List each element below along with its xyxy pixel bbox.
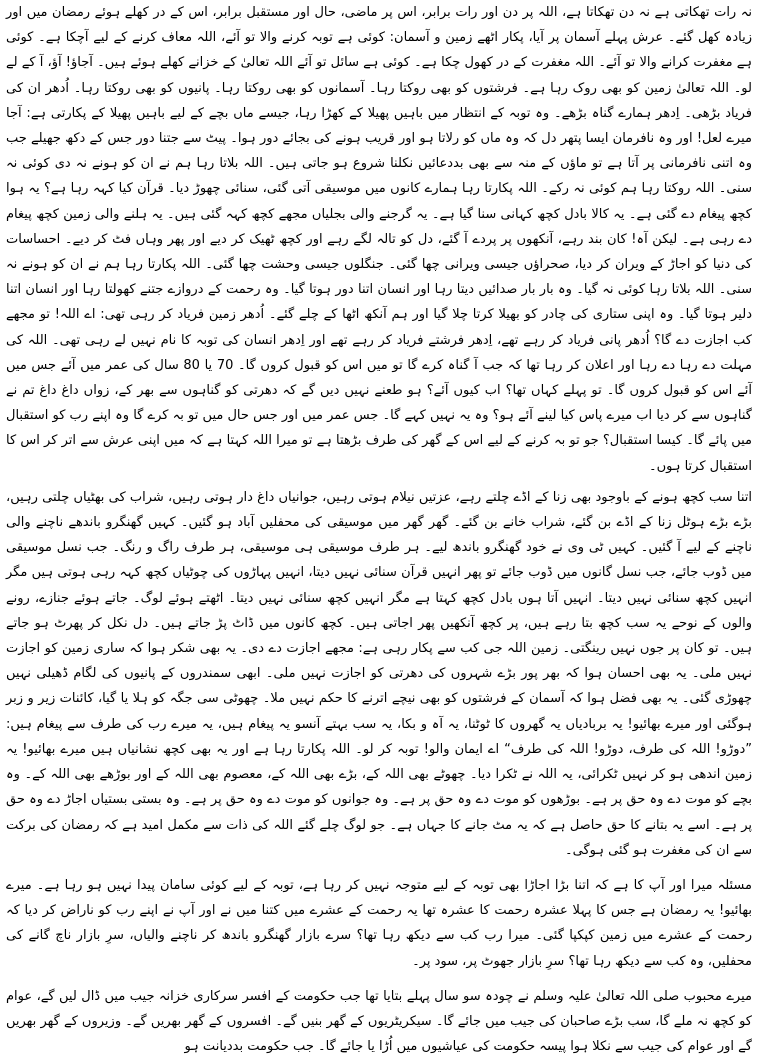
text-line: اے اللہ! تو مجھے کب اجازت دے گا؟ اُدھر پانی فریاد کر رہے تھے، اِدھر فرشتے فریاد کر رہے تھے اور اِدھر انسان کی توبہ کا نام نہیں لے رہی تھی۔ اللہ کی مہلت دے رہا دے رہا اور اعلان کر رہا تھا کہ bbox=[6, 307, 753, 373]
text-line: احساسات کی دنیا کو اجاڑ کے ویران کر دیا، صحراؤں جیسی ویرانی چھا گئی۔ جنگلوں جیسی وحشت چھا گئی۔ اللہ پکارتا رہا ہم نے ان کو ہونے نہ سنی۔ اللہ بلاتا رہا کوئی نہ گیا۔ وہ بار بار صدائیں دیتا رہا اور bbox=[6, 231, 752, 298]
text-line: رنگ۔ جب نسل موسیقی میں ڈوب جائے، جب نسل گانوں میں ڈوب جائے تو پھر انہیں قرآن سنائی نہیں دیتا، انہیں پہاڑوں کی چوٹیاں کچھ کہہ رہی ہوتی ہیں مگر انہیں کچھ سنائی نہیں دیتا۔ انہیں آتا bbox=[6, 540, 752, 606]
text-line: جب آ گناہ کرے گا تو میں اس کو قبول کروں گا۔ 70 یا 80 سال کی عمر میں آئے جس میں آئے اس کو قبول کروں گا۔ تو پہلے کہاں تھا؟ اب کیوں آئے؟ ہو طعنے نہیں دیں گے کہ دھرتی کو گناہوں سے بھر کے، زواں bbox=[6, 357, 752, 399]
text-line: کوئی نہ رکے۔ اللہ پکارتا رہا ہمارے کانوں میں موسیقی آتی گئی، سنائی چھوڑ دیا۔ قرآن کیا کہہ رہا ہے؟ یہ ہوا کچھ پیغام دے گئی ہے۔ یہ کالا بادل کچھ کہانی سنا گیا ہے۔ یہ bbox=[6, 181, 752, 222]
paragraph-4 bbox=[6, 984, 752, 1059]
text-line: شراب خانے بن گئے۔ گھر گھر میں موسیقی کی محفلیں آباد ہو گئیں۔ کہیں گھنگرو باندھے ناچنے والی ناچنے کے لیے آ گئیں۔ کہیں ٹی وی نے خود گھنگرو باندھ لیے۔ ہر طرف موسیقی ہی موسیقی، ہر طرف راگ و bbox=[6, 515, 752, 556]
paragraph-1 bbox=[6, 0, 752, 479]
text-line: مسئلہ میرا اور آپ کا ہے کہ اتنا بڑا اجاڑا بھی توبہ کے لیے متوجہ نہیں کر رہا ہے، توبہ کے لیے کوئی سامان پیدا نہیں ہو رہا ہے۔ میرے بھائیو! یہ رمضان ہے جس کا پہلا عشرہ رحمت کا عشرہ تھا یہ رحمت کے bbox=[6, 877, 752, 919]
text-line: گا۔ سیکریٹریوں کے گھر بنیں گے۔ افسروں کے گھر بھریں گے۔ وزیروں کے گھر بھریں گے اور عوام کی جیب سے نکلا ہوا پیسہ حکومت کی عیاشیوں میں اُڑا یا جائے گا۔ جب حکومت بددیانت ہو bbox=[6, 1013, 752, 1055]
text-line: کے فرشتوں کو بھی نیچے اترنے کا حکم نہیں ملا۔ چھوٹی سی جگہ کو ہلا یا گیا، کائنات زیر و زبر ہوگئی اور میرے بھائیو! یہ بربادیاں یہ گھروں کا ٹوٹنا، یہ آہ و بکا، یہ سب بہتے آنسو یہ پیغام ہیں، یہ bbox=[6, 691, 752, 732]
text-line: دور ہوا۔ پیٹ سے جتنا دور جس کے دکھ جھیلے جب وہ اتنی نافرمانی پر آتا ہے تو ماؤں کے منہ سے بھی بددعائیں نکلنا شروع ہو جاتی ہیں۔ اللہ بلاتا رہا ہم نے ان کو ہونے نہ دی کوئی نہ سنی۔ اللہ روکتا رہا ہم bbox=[6, 131, 752, 197]
paragraph-2 bbox=[6, 485, 752, 863]
text-line: میرے محبوب صلی اللہ تعالیٰ علیہ وسلم نے چودہ سو سال پہلے بتایا تھا جب حکومت کے افسر سرکاری خزانہ جیب میں ڈال لیں گے، عوام کو کچھ نہ ملے گا، سب بڑے صاحبان کی جیب میں جائے bbox=[6, 988, 752, 1029]
text-line: ہوں بادل کچھ کہتا ہے مگر انہیں کچھ سنائی نہیں دیتا۔ اٹھتے ہوئے لوگ۔ جاتے ہوئے جنازے، رونے والوں کے نوحے یہ سب کچھ بتا رہے ہیں، پر کچھ آنکھیں پھر اجاتی bbox=[6, 590, 752, 631]
text-line: رمضان کی برکت سے ان کی مغفرت ہو گئی ہوگی۔ bbox=[6, 817, 752, 858]
text-line: گرجنے والی بجلیاں مجھے کچھ کہہ گئی ہیں۔ یہ ہلنے والی زمین کچھ پیغام دے رہی ہے۔ لیکن آہ! کان بند رہے، آنکھوں پر پردے آ گئے، دل کو تالہ لگے رہے اور کچھ ٹھیک کر دیے اور پھر وہاں فٹ کر دیے۔ bbox=[6, 206, 752, 247]
text-line: خزانے کھلے ہوئے ہیں۔ آجاؤ! آؤ، آ کے لے لو۔ اللہ تعالیٰ زمین کو بھی روک رہا ہے۔ فرشتوں کو بھی روکتا رہا۔ آسمانوں کو بھی روکتا رہا۔ پانیوں کو بھی روکتا رہا۔ اُدھر ان کی فریاد بڑھی۔ اِدھر ہمارے bbox=[6, 55, 752, 121]
text-line: داغ داغ تم نے گناہوں سے کر دیا اب میرے پاس کیا لینے آئے ہو؟ وہ یہ نہیں کہے گا۔ جس عمر میں اور جس حال میں تو بہ کرے گا وہ اپنے رب کو استقبال میں پائے گا۔ کیسا استقبال؟ جو تو بہ کرنے bbox=[6, 383, 752, 449]
text-line: نہ رات تھکاتی ہے نہ دن تھکاتا ہے، اللہ پر دن اور رات برابر، اس پر ماضی، حال اور مستقبل برابر، اس کے در کھلے ہوئے رمضان میں اور زیادہ کھل گئے۔ عرش پہلے آسمان پر آیا، پکار اٹھے bbox=[6, 5, 752, 46]
text-line: ہیں۔ کچھ کانوں میں ڈاٹ پڑ جاتے ہیں۔ دل نکل کر پھرٹ ہو جاتے ہیں۔ تو کان پر جوں نہیں رینگتی۔ زمین اللہ جی کب سے پکار رہی ہے: مجھے اجازت دے دی۔ یہ بھی شکر ہوا کہ ساری bbox=[6, 615, 753, 657]
text-line: زمین و آسمان: کوئی ہے توبہ کرنے والا تو آئے، اللہ معاف کرنے کے لیے آچکا ہے۔ کوئی ہے مغفرت کرانے والا تو آئے۔ اللہ مغفرت کے در کھول چکا ہے۔ کوئی ہے سائل تو آئے اللہ تعالیٰ کے bbox=[6, 30, 752, 71]
text-line: جوانوں کو موت دے وہ حق پر ہے۔ وہ بستی بستیاں اجاڑ دے وہ حق پر ہے۔ اسے یہ بتانے کا حق حاصل ہے کہ یہ مٹ جانے کا جہاں ہے۔ جو لوگ چلے گئے اللہ کی ذات سے مکمل امید ہے کہ bbox=[6, 792, 753, 833]
text-line: میرے رب کی طرف سے پیغام ہیں: ”دوڑو! اللہ کی طرف، دوڑو! اللہ کی طرف“ اے ایمان والو! توبہ کر لو۔ اللہ پکارتا رہا ہے اور یہ بھی کچھ نشانیاں ہیں میرے بھائیو! یہ زمین اندھی ہو کر نہیں bbox=[6, 716, 752, 783]
text-line: گانے کی محفلیں، وہ کب سے دیکھ رہا تھا؟ سرِ بازار جھوٹ پر، سود پر۔ bbox=[6, 928, 752, 969]
text-line: انسان اتنا دور ہوتا گیا۔ وہ رحمت کے دروازے جتنے کھولتا رہا اور انسان اتنا دلیر ہوتا گیا۔ وہ اپنی ستاری کی چادر کو بھیلا کرتا چلا گیا اور ہم آنکھ اٹھا کے چلے گئے۔ اُدھر زمین فریاد کر رہی تھی: bbox=[6, 282, 752, 323]
text-line: عشرے میں کتنا میں نے اور آپ نے اپنے رب کو ناراض کر دیا کہ رحمت کے عشرے میں زمین کپکپا گئی۔ میرا رب کب سے دیکھ رہا تھا؟ سرے بازار گھنگرو باندھ کر ناچنے والیاں، سرِ بازار ناچ bbox=[6, 903, 752, 944]
text-line: کے لیے اس کے گھر کی طرف بڑھتا ہے تو میرا اللہ کہتا ہے کہ میں اپنی عرش سے اتر کر اس کا استقبال کرتا ہوں۔ bbox=[6, 433, 752, 474]
text-line: زمین کو اجازت نہیں ملی۔ یہ بھی احسان ہوا کہ بھر پور بڑے شہروں کی دھرتی کو اجازت نہیں ملی۔ ابھی سمندروں کے پانیوں کی لگام ڈھیلی نہیں چھوڑی گئی۔ یہ بھی فضل ہوا کہ آسمان bbox=[6, 641, 752, 707]
text-line: گناہ بڑھے۔ وہ توبہ کے انتظار میں باہیں پھیلا کے کھڑا رہا، جیسے ماں بچے کے لیے باہیں پھیلا کے پکارتی ہے: آجا میرے لعل! اور وہ نافرمان ایسا پتھر دل کہ وہ ماں کو رلاتا ہو اور قریب ہونے کی بجائے bbox=[6, 105, 752, 147]
text-line: اتنا سب کچھ ہونے کے باوجود بھی زنا کے اڈے چلتے رہے، عزتیں نیلام ہوتی رہیں، جوانیاں داغ دار ہوتی رہیں، شراب کی بھٹیاں چلتی رہیں، بڑے بڑے ہوٹل زنا کے اڈے بن گئے، bbox=[6, 489, 752, 531]
paragraph-3 bbox=[6, 873, 752, 974]
text-line: ٹکرائی، یہ اللہ نے ٹکرا دیا۔ چھوٹے بھی اللہ کے، بڑے بھی اللہ کے، معصوم بھی اللہ کے اور بوڑھے بھی اللہ کے۔ وہ بچے کو موت دے وہ حق پر ہے۔ بوڑھوں کو موت دے وہ حق پر ہے۔ وہ bbox=[6, 767, 752, 808]
